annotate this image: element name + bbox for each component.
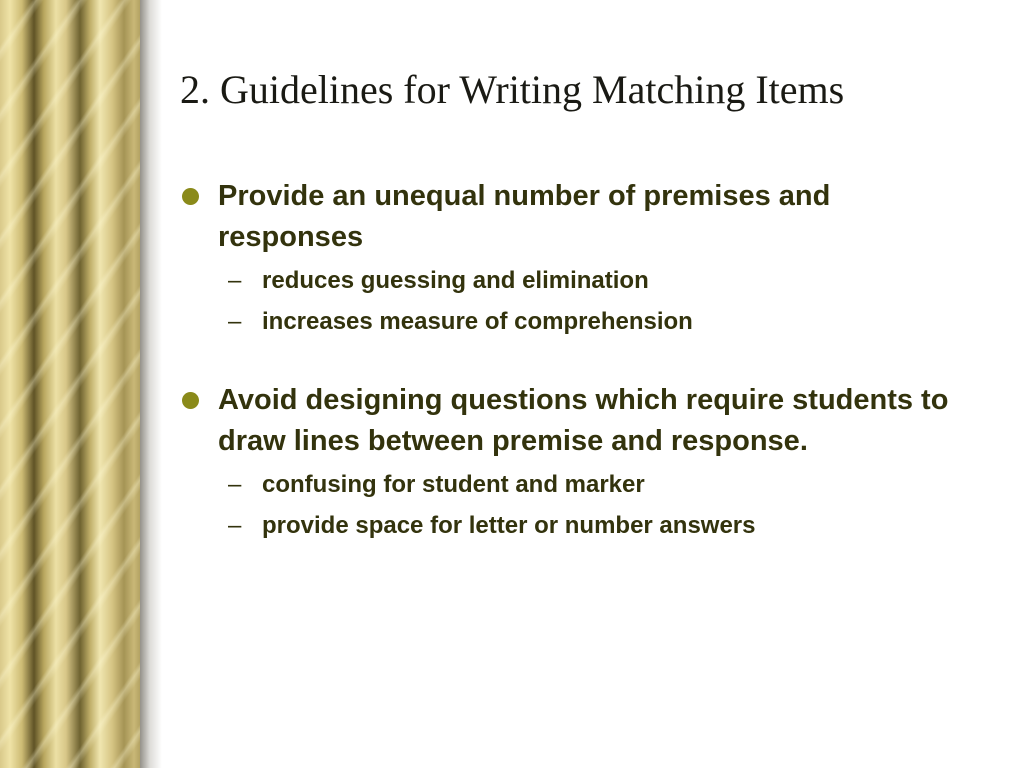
sub-list <box>180 464 970 546</box>
bullet-item <box>180 380 970 462</box>
sub-item <box>180 464 970 505</box>
bullet-text: Provide an unequal number of premises and responses <box>218 180 831 253</box>
slide-title: 2. Guidelines for Writing Matching Items <box>180 67 845 112</box>
sub-list <box>180 260 970 342</box>
sub-item-text: increases measure of comprehension <box>262 308 693 335</box>
slide-content <box>180 176 970 546</box>
dash-icon: – <box>228 308 242 335</box>
bullet-dot-icon <box>182 188 199 205</box>
spacer <box>180 342 970 380</box>
sub-item <box>180 505 970 546</box>
dash-icon: – <box>228 267 242 294</box>
sub-item-text: reduces guessing and elimination <box>262 267 649 294</box>
dash-icon: – <box>228 471 242 498</box>
sub-item <box>180 260 970 301</box>
bullet-dot-icon <box>182 392 199 409</box>
bullet-item <box>180 176 970 258</box>
sub-item <box>180 301 970 342</box>
column-shadow <box>140 0 162 768</box>
decorative-gold-column <box>0 0 140 768</box>
sub-item-text: confusing for student and marker <box>262 471 645 498</box>
bullet-text: Avoid designing questions which require students to draw lines between premise and response. <box>218 384 949 457</box>
dash-icon: – <box>228 512 242 539</box>
sub-item-text: provide space for letter or number answers <box>262 512 756 539</box>
